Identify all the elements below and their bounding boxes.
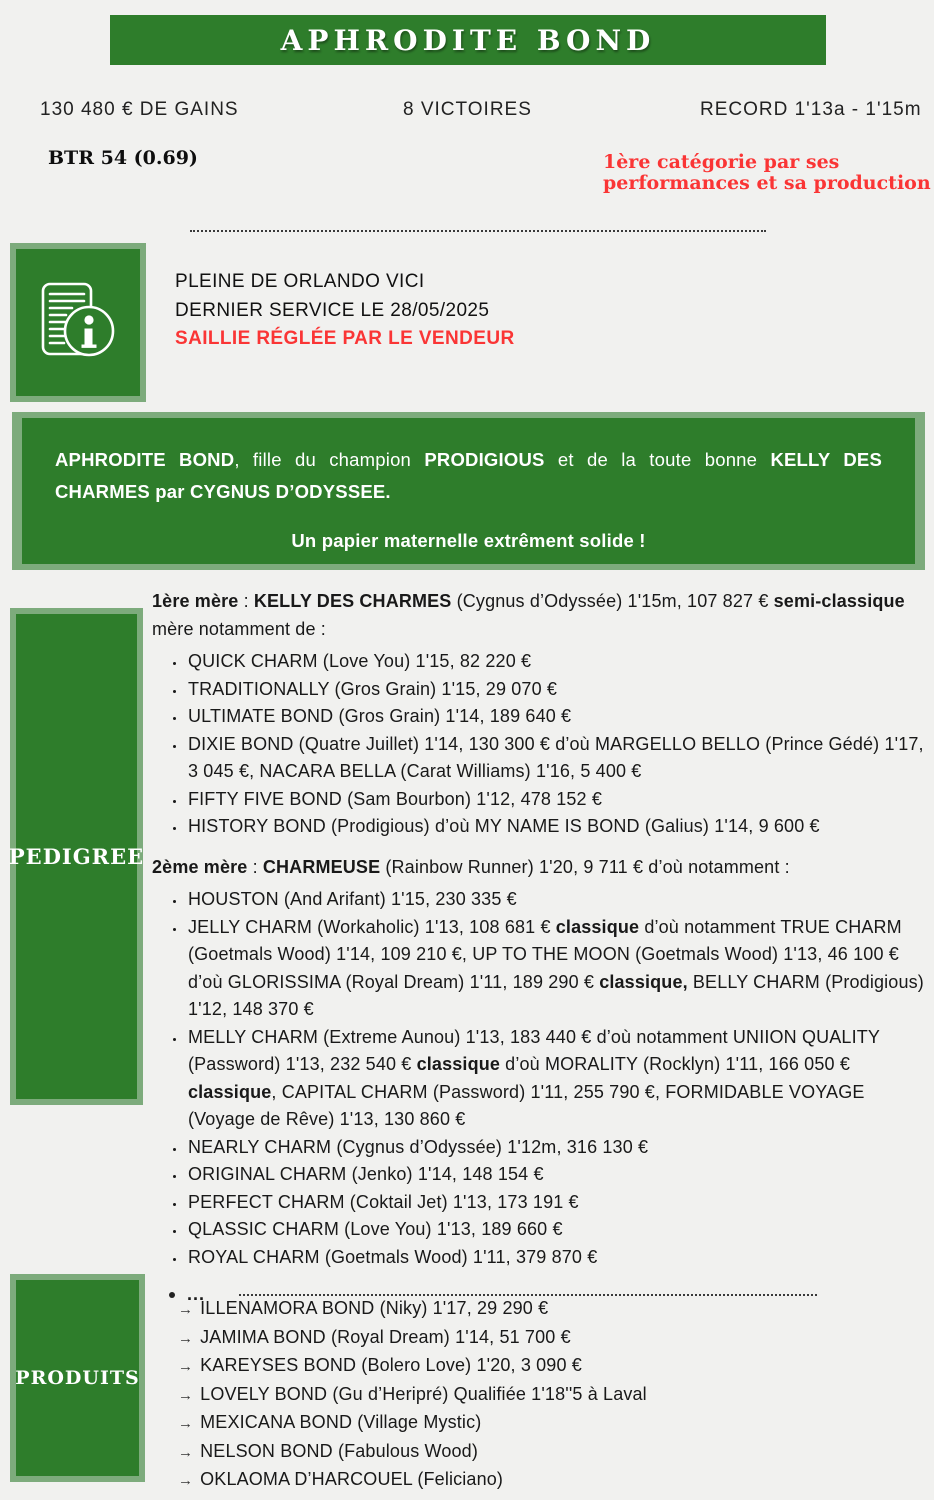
category-tagline (603, 152, 931, 194)
intro-paragraph: APHRODITE BOND, fille du champion PRODIGIOUS et de la toute bonne KELLY DES CHARMES par CYGNUS D’ODYSSEE. (55, 449, 882, 502)
produit-item: → OKLAOMA D’HARCOUEL (Feliciano) (178, 1469, 504, 1489)
offspring-item: • MELLY CHARM (Extreme Aunou) 1'13, 183 440 € d’où notamment UNIION QUALITY (Password) 1'13, 232 540 € classique d’où MORALITY (Rocklyn) 1'11, 166 050 € classique, CAPITAL CHARM (Password) 1'11, 255 790 €, FORMIDABLE VOYAGE (Voyage de Rêve) 1'13, 130 860 € (186, 1024, 934, 1134)
tagline-line1: 1ère catégorie par ses (603, 151, 840, 173)
page-title: APHRODITE BOND (280, 23, 656, 57)
stud-fee-paid-line: SAILLIE RÉGLÉE PAR LE VENDEUR (175, 328, 515, 349)
produit-item: → KAREYSES BOND (Bolero Love) 1'20, 3 090 € (178, 1355, 582, 1375)
second-dam-offspring-list (152, 886, 934, 1271)
produit-item: → JAMIMA BOND (Royal Dream) 1'14, 51 700 € (178, 1326, 571, 1347)
breeding-info-box (10, 243, 146, 402)
pedigree-label: PEDIGREE (16, 614, 137, 1099)
offspring-item: • HISTORY BOND (Prodigious) d’où MY NAME IS BOND (Galius) 1'14, 9 600 € (186, 813, 934, 841)
tagline-line2: performances et sa production (603, 172, 931, 194)
offspring-item: • ULTIMATE BOND (Gros Grain) 1'14, 189 640 € (186, 703, 934, 731)
offspring-item: • QLASSIC CHARM (Love You) 1'13, 189 660 € (186, 1216, 934, 1244)
dotted-separator-top (190, 230, 766, 232)
arrow-icon: → (178, 1358, 194, 1375)
btr-rating: BTR 54 (0.69) (48, 147, 198, 169)
document-info-icon (39, 280, 117, 366)
pedigree-content (152, 588, 934, 1309)
intro-slogan: Un papier maternelle extrêment solide ! (291, 530, 646, 551)
arrow-icon: → (178, 1301, 194, 1318)
arrow-icon: → (178, 1472, 194, 1489)
last-service-line: DERNIER SERVICE LE 28/05/2025 (175, 299, 490, 321)
offspring-item: • TRADITIONALLY (Gros Grain) 1'15, 29 070 € (186, 676, 934, 704)
horse-title-banner (110, 15, 826, 65)
pedigree-label-box (10, 608, 143, 1105)
offspring-item: • HOUSTON (And Arifant) 1'15, 230 335 € (186, 886, 934, 914)
offspring-item: • JELLY CHARM (Workaholic) 1'13, 108 681 € classique d’où notamment TRUE CHARM (Goetmals Wood) 1'14, 109 210 €, UP TO THE MOON (Goetmals Wood) 1'13, 46 100 € d’où GLORISSIMA (Royal Dream) 1'11, 189 290 € classique, BELLY CHARM (Prodigious) 1'12, 148 370 € (186, 914, 934, 1024)
produit-item: → ILLENAMORA BOND (Niky) 1'17, 29 290 € (178, 1298, 549, 1318)
arrow-icon: → (178, 1386, 194, 1404)
arrow-icon: → (178, 1415, 194, 1432)
produit-item: → NELSON BOND (Fabulous Wood) (178, 1440, 478, 1461)
offspring-item: • ORIGINAL CHARM (Jenko) 1'14, 148 154 € (186, 1161, 934, 1189)
offspring-item: • DIXIE BOND (Quatre Juillet) 1'14, 130 300 € d’où MARGELLO BELLO (Prince Gédé) 1'17, 3 045 €, NACARA BELLA (Carat Williams) 1'16, 5 400 € (186, 731, 934, 786)
produits-list (178, 1295, 918, 1495)
produits-label-box (10, 1274, 145, 1482)
arrow-icon: → (178, 1329, 194, 1347)
breeding-info-text (175, 268, 515, 354)
arrow-icon: → (178, 1443, 194, 1461)
pregnant-of-line: PLEINE DE ORLANDO VICI (175, 271, 425, 292)
first-dam-heading: 1ère mère : KELLY DES CHARMES (Cygnus d’Odyssée) 1'15m, 107 827 € semi-classique mère notamment de : (152, 591, 905, 639)
ellipsis-text: ... (187, 1284, 206, 1304)
gains-stat: 130 480 € DE GAINS (40, 99, 239, 120)
offspring-item: • ROYAL CHARM (Goetmals Wood) 1'11, 379 870 € (186, 1244, 934, 1272)
offspring-item: • FIFTY FIVE BOND (Sam Bourbon) 1'12, 478 152 € (186, 786, 934, 814)
intro-banner (12, 412, 925, 570)
first-dam-offspring-list (152, 648, 934, 841)
offspring-item: • PERFECT CHARM (Coktail Jet) 1'13, 173 191 € (186, 1189, 934, 1217)
victories-stat: 8 VICTOIRES (403, 99, 532, 120)
second-dam-heading: 2ème mère : CHARMEUSE (Rainbow Runner) 1'20, 9 711 € d’où notamment : (152, 856, 790, 877)
produit-item: → MEXICANA BOND (Village Mystic) (178, 1412, 482, 1432)
offspring-item: • NEARLY CHARM (Cygnus d’Odyssée) 1'12m, 316 130 € (186, 1134, 934, 1162)
produits-label: PRODUITS (16, 1280, 139, 1476)
bullet-icon (169, 1292, 175, 1298)
record-stat: RECORD 1'13a - 1'15m (700, 99, 922, 120)
offspring-item: • QUICK CHARM (Love You) 1'15, 82 220 € (186, 648, 934, 676)
produit-item: → LOVELY BOND (Gu d’Heripré) Qualifiée 1'18''5 à Laval (178, 1383, 647, 1404)
intro-banner-inner (22, 418, 915, 564)
breeding-info-box-inner (16, 249, 140, 396)
